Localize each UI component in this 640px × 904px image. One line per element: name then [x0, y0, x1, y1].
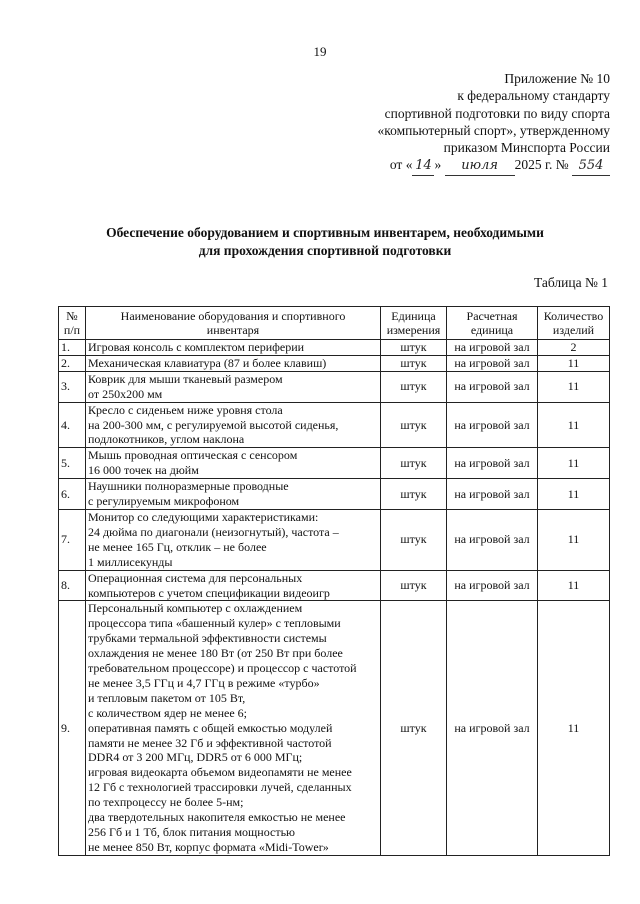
row-number: 4. [59, 402, 86, 448]
row-calc-unit: на игровой зал [447, 402, 538, 448]
row-name [86, 371, 381, 402]
row-name-line: 16 000 точек на дюйм [88, 463, 199, 478]
row-number: 7. [59, 509, 86, 570]
row-name-line: Игровая консоль с комплектом периферии [88, 340, 305, 354]
row-name-line: оперативная память с общей емкостью модулей [88, 720, 333, 735]
handwritten-day: 14 [412, 157, 434, 175]
table-row [59, 601, 610, 855]
row-calc-unit: на игровой зал [447, 601, 538, 855]
appendix-line: «компьютерный спорт», утвержденному [377, 122, 610, 138]
appendix-header [310, 70, 610, 176]
table-row [59, 448, 610, 479]
row-name [86, 340, 381, 356]
row-name-line: подлокотников, углом наклона [88, 432, 245, 447]
row-unit: штук [381, 509, 447, 570]
row-name [86, 355, 381, 371]
header-unit: Единица измерения [381, 307, 447, 340]
table-row [59, 509, 610, 570]
row-number: 5. [59, 448, 86, 479]
row-number: 6. [59, 479, 86, 510]
row-name-line: Операционная система для персональных [88, 570, 303, 585]
order-date-line [310, 156, 610, 175]
table-row [59, 570, 610, 601]
day-suffix: » [434, 157, 442, 173]
page-number: 19 [313, 44, 327, 59]
row-quantity: 11 [538, 479, 610, 510]
row-name [86, 402, 381, 448]
document-title [60, 224, 590, 260]
header-name: Наименование оборудования и спортивного инвентаря [86, 307, 381, 340]
row-name-line: Мышь проводная оптическая с сенсором [88, 448, 298, 463]
header-num: № п/п [59, 307, 86, 340]
row-name-line: 256 Гб и 1 Тб, блок питания мощностью [88, 825, 296, 839]
row-name-line: 24 дюйма по диагонали (неизогнутый), частота – [88, 524, 339, 539]
row-name [86, 570, 381, 601]
title-line: для прохождения спортивной подготовки [198, 243, 452, 258]
row-name-line: не менее 3,5 ГГц и 4,7 ГГц в режиме «турбо» [88, 675, 320, 690]
row-name-line: 12 Гб с технологией трассировки лучей, сделанных [88, 780, 352, 795]
row-name-line: памяти не менее 32 Гб и эффективной частотой [88, 735, 332, 750]
row-unit: штук [381, 355, 447, 371]
row-quantity: 11 [538, 601, 610, 855]
table-body [59, 340, 610, 856]
row-calc-unit: на игровой зал [447, 570, 538, 601]
row-name-line: и тепловым пакетом от 105 Вт, [88, 690, 246, 705]
header-qty: Количество изделий [538, 307, 610, 340]
row-name [86, 479, 381, 510]
row-name-line: с количеством ядер не менее 6; [88, 705, 248, 720]
row-name-line: с регулируемым микрофоном [88, 494, 240, 509]
row-name-line: два твердотельных накопителя емкостью не менее [88, 810, 346, 825]
table-label: Таблица № 1 [534, 275, 608, 290]
row-name-line: Наушники полноразмерные проводные [88, 479, 289, 494]
row-name-line: DDR4 от 3 200 МГц, DDR5 от 6 000 МГц; [88, 750, 303, 765]
row-name [86, 448, 381, 479]
title-line: Обеспечение оборудованием и спортивным инвентарем, необходимыми [106, 225, 544, 240]
row-name-line: 1 миллисекунды [88, 554, 173, 569]
appendix-line: к федеральному стандарту [457, 88, 610, 104]
appendix-line: спортивной подготовки по виду спорта [384, 105, 610, 121]
row-quantity: 11 [538, 402, 610, 448]
year-text: 2025 г. № [514, 157, 569, 173]
row-name-line: охлаждения не менее 180 Вт (от 250 Вт при более [88, 646, 343, 661]
table-row [59, 371, 610, 402]
row-name-line: не менее 850 Вт, корпус формата «Midi-Tower» [88, 839, 329, 854]
row-name-line: по техпроцессу не более 5-нм; [88, 795, 244, 810]
row-calc-unit: на игровой зал [447, 371, 538, 402]
row-name-line: требовательном процессоре) и процессор с частотой [88, 661, 357, 676]
row-calc-unit: на игровой зал [447, 340, 538, 356]
row-number: 1. [59, 340, 86, 356]
row-quantity: 11 [538, 355, 610, 371]
row-unit: штук [381, 601, 447, 855]
row-name-line: не менее 165 Гц, отклик – не более [88, 539, 267, 554]
row-name-line: Коврик для мыши тканевый размером [88, 371, 283, 386]
appendix-line: приказом Минспорта России [443, 140, 610, 156]
row-name-line: трубками термальной эффективности системы [88, 631, 327, 646]
table-row [59, 479, 610, 510]
table-header-row [59, 307, 610, 340]
row-calc-unit: на игровой зал [447, 355, 538, 371]
handwritten-month: июля [445, 157, 515, 175]
header-calc: Расчетная единица [447, 307, 538, 340]
row-name [86, 509, 381, 570]
table-row [59, 340, 610, 356]
row-number: 2. [59, 355, 86, 371]
row-calc-unit: на игровой зал [447, 448, 538, 479]
row-quantity: 11 [538, 448, 610, 479]
appendix-line: Приложение № 10 [504, 71, 610, 86]
row-name-line: Кресло с сиденьем ниже уровня стола [88, 402, 283, 417]
row-quantity: 11 [538, 371, 610, 402]
row-name-line: процессора типа «башенный кулер» с тепловыми [88, 616, 341, 631]
table-row [59, 402, 610, 448]
row-name-line: Механическая клавиатура (87 и более клавиш) [88, 355, 327, 370]
row-quantity: 2 [538, 340, 610, 356]
row-name-line: Монитор со следующими характеристиками: [88, 509, 319, 524]
row-unit: штук [381, 402, 447, 448]
row-name-line: от 250x200 мм [88, 386, 163, 401]
row-quantity: 11 [538, 509, 610, 570]
row-unit: штук [381, 448, 447, 479]
row-number: 9. [59, 601, 86, 855]
equipment-table [58, 306, 610, 856]
row-unit: штук [381, 371, 447, 402]
row-unit: штук [381, 479, 447, 510]
row-unit: штук [381, 340, 447, 356]
row-calc-unit: на игровой зал [447, 479, 538, 510]
row-number: 8. [59, 570, 86, 601]
row-quantity: 11 [538, 570, 610, 601]
row-calc-unit: на игровой зал [447, 509, 538, 570]
row-name-line: компьютеров с учетом спецификации видеоигр [88, 585, 330, 600]
row-name-line: Персональный компьютер с охлаждением [88, 601, 303, 616]
table-row [59, 355, 610, 371]
date-prefix: от « [389, 157, 413, 173]
row-unit: штук [381, 570, 447, 601]
row-name [86, 601, 381, 855]
handwritten-order-number: 554 [572, 157, 610, 175]
row-name-line: на 200-300 мм, с регулируемой высотой сиденья, [88, 417, 339, 432]
row-name-line: игровая видеокарта объемом видеопамяти не менее [88, 765, 352, 780]
row-number: 3. [59, 371, 86, 402]
